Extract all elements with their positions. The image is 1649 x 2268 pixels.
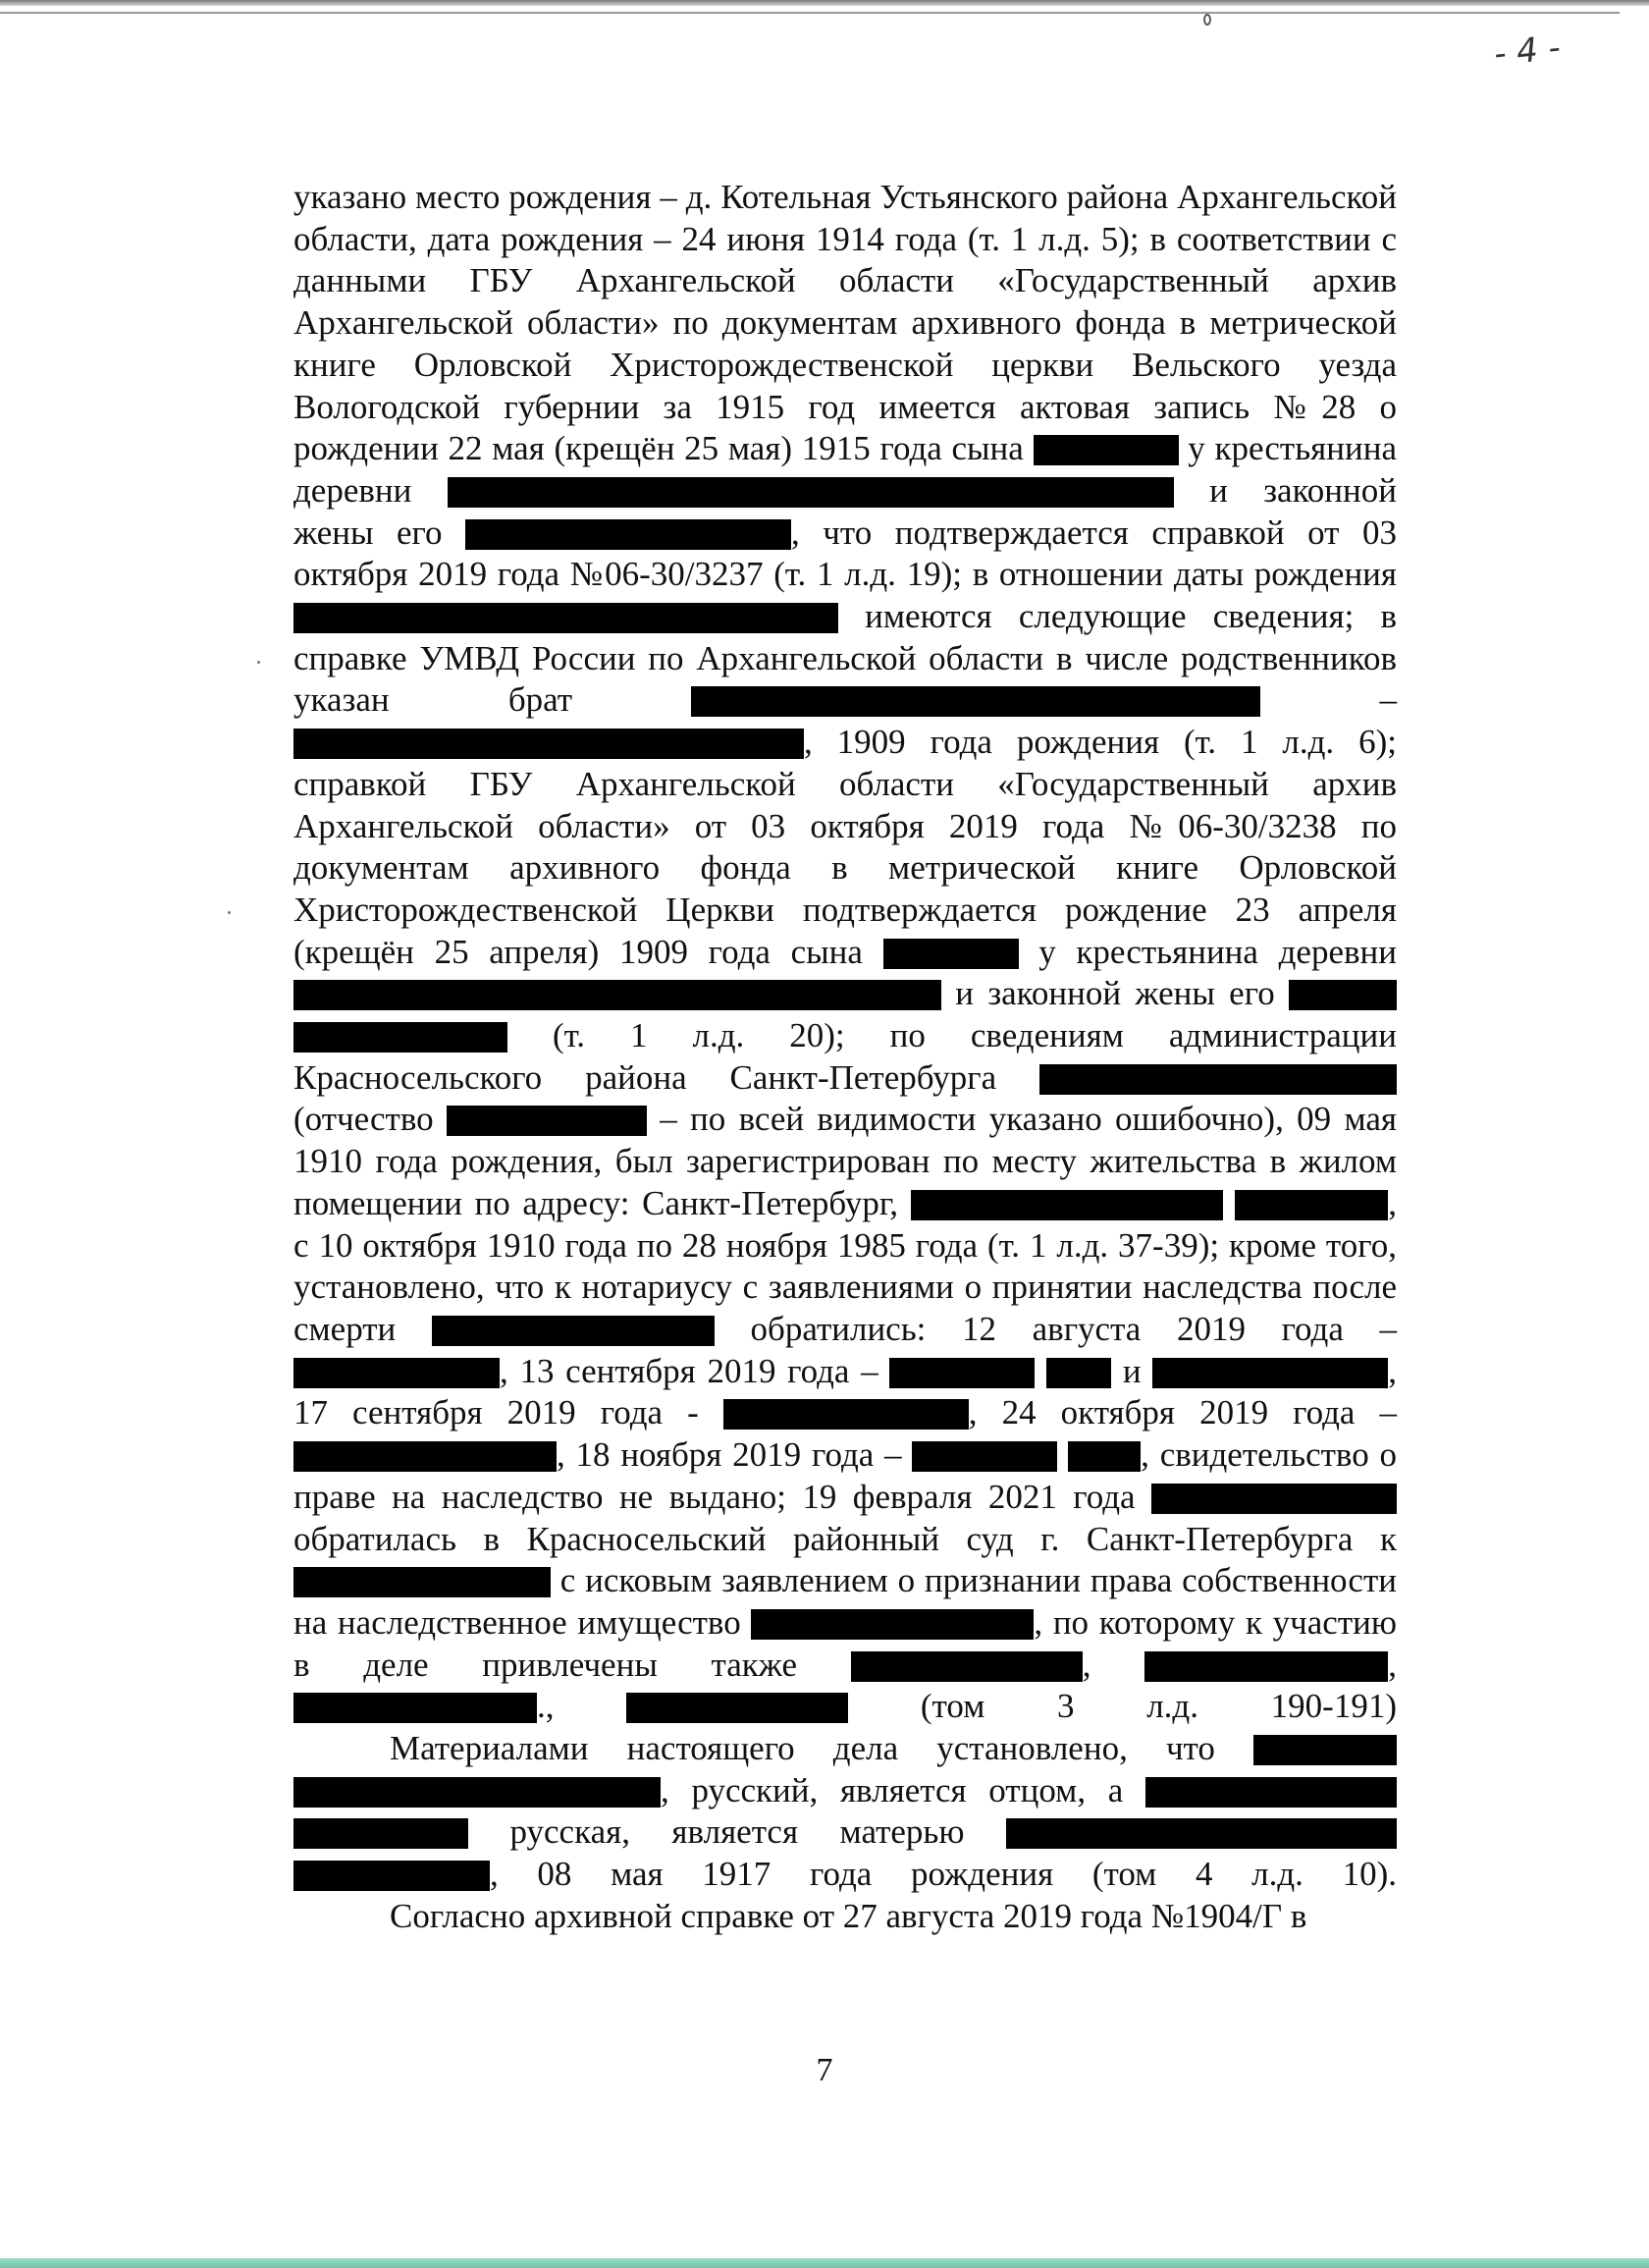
handwritten-page-mark: - 4 -	[1492, 27, 1563, 75]
paragraph-2	[293, 1728, 1397, 1896]
redaction-bar	[912, 1441, 1057, 1472]
text-segment	[1057, 1435, 1068, 1474]
redaction-bar	[751, 1609, 1034, 1640]
text-segment: русская, является матерью	[468, 1812, 1006, 1852]
text-segment: .,	[537, 1687, 627, 1726]
text-segment: , 1909 года рождения (т. 1 л.д. 6); справкой ГБУ Архангельской области «Государственный архив Архангельской области» от 03 октября 2019 года №06-30/3238 по документам архивного фонда в метрической книге Орловской Христорождественской Церкви подтверждается рождение 23 апреля (крещён 25 апреля) 1909 года сына	[293, 723, 1397, 971]
text-segment: ,	[1388, 1645, 1397, 1684]
redaction-bar	[293, 1358, 500, 1388]
text-segment: , 17 сентября 2019 года -	[293, 1351, 1398, 1432]
paragraph-1	[293, 177, 1397, 1728]
redaction-bar	[851, 1651, 1083, 1682]
text-segment: , свидетельство о праве на наследство не выдано; 19 февраля 2021 года	[293, 1435, 1398, 1516]
page-number: 7	[816, 2052, 833, 2088]
redaction-bar	[465, 519, 791, 550]
redaction-bar	[293, 603, 838, 633]
scan-speck	[228, 911, 231, 914]
redaction-bar	[1068, 1441, 1141, 1472]
text-segment: (отчество	[293, 1100, 447, 1139]
text-segment	[1223, 1184, 1236, 1222]
paragraph-3	[293, 1896, 1397, 1938]
text-segment: Материалами настоящего дела установлено, что	[390, 1729, 1253, 1768]
text-segment: – по всей видимости указано ошибочно), 09 мая 1910 года рождения, был зарегистрирован по месту жительства в жилом помещении по адресу: Санкт-Петербург,	[293, 1100, 1397, 1222]
text-segment: , 13 сентября 2019 года –	[500, 1351, 890, 1390]
redaction-bar	[293, 1567, 551, 1597]
text-segment: у крестьянина деревни	[293, 429, 1397, 510]
text-segment: с исковым заявлением о признании права собственности на наследственное имущество	[293, 1561, 1397, 1642]
text-segment: и законной жены его	[293, 470, 1397, 552]
redaction-bar	[1289, 980, 1397, 1010]
text-segment: , 24 октября 2019 года –	[968, 1393, 1397, 1432]
text-segment: ,	[1082, 1645, 1145, 1684]
redaction-bar	[1253, 1735, 1397, 1765]
text-segment: , что подтверждается справкой от 03 октября 2019 года №06-30/3237 (т. 1 л.д. 19); в отношении даты рождения	[293, 513, 1397, 594]
scan-bottom-edge	[0, 2258, 1649, 2268]
scan-speck	[257, 661, 260, 664]
redaction-bar	[293, 1441, 557, 1472]
redaction-bar	[1144, 1651, 1388, 1682]
text-segment	[1035, 1352, 1046, 1390]
redaction-bar	[1006, 1818, 1397, 1849]
text-segment: и законной жены его	[941, 974, 1289, 1013]
text-segment: обратилась в Красносельский районный суд г. Санкт-Петербурга к	[293, 1519, 1397, 1558]
text-segment: у крестьянина деревни	[1018, 932, 1397, 971]
scan-border-line	[0, 12, 1620, 14]
redaction-bar	[723, 1399, 969, 1430]
redaction-bar	[691, 686, 1260, 717]
redaction-bar	[293, 1693, 537, 1723]
redaction-bar	[293, 1861, 490, 1891]
redaction-bar	[293, 980, 941, 1010]
redaction-bar	[1145, 1777, 1397, 1808]
text-segment: имеются следующие сведения; в справке УМВД России по Архангельской области в числе родственников указан брат	[293, 597, 1397, 720]
redaction-bar	[883, 939, 1019, 969]
redaction-bar	[293, 1818, 468, 1849]
redaction-bar	[447, 1106, 647, 1136]
redaction-bar	[1039, 1064, 1397, 1095]
text-segment: , 18 ноября 2019 года –	[557, 1435, 913, 1475]
text-segment: , 08 мая 1917 года рождения (том 4 л.д. 10).	[490, 1855, 1397, 1894]
redaction-bar	[626, 1693, 848, 1723]
scan-top-edge	[0, 0, 1649, 6]
redaction-bar	[1152, 1358, 1388, 1388]
text-segment: (том 3 л.д. 190-191)	[848, 1687, 1397, 1726]
text-segment: указано место рождения – д. Котельная Устьянского района Архангельской области, дата рождения – 24 июня 1914 года (т. 1 л.д. 5); в соответствии с данными ГБУ Архангельской области «Государственный архив Архангельской области» по документам архивного фонда в метрической книге Орловской Христорождественской церкви Вельского уезда Вологодской губернии за 1915 год имеется актовая запись №28 о рождении 22 мая (крещён 25 мая) 1915 года сына	[293, 178, 1397, 468]
text-segment: –	[1260, 680, 1397, 720]
redaction-bar	[1046, 1358, 1111, 1388]
document-body	[293, 177, 1397, 1938]
ink-mark	[1203, 14, 1211, 26]
redaction-bar	[1151, 1484, 1397, 1514]
redaction-bar	[293, 729, 804, 759]
redaction-bar	[1034, 435, 1179, 465]
text-segment: Согласно архивной справке от 27 августа 2019 года №1904/Г в	[390, 1896, 1307, 1935]
redaction-bar	[448, 477, 1174, 508]
text-segment: (т. 1 л.д. 20); по сведениям администрации Красносельского района Санкт-Петербурга	[293, 1016, 1397, 1097]
text-segment: и	[1111, 1351, 1153, 1390]
text-segment: , русский, является отцом, а	[661, 1770, 1145, 1809]
redaction-bar	[1235, 1190, 1388, 1220]
redaction-bar	[911, 1190, 1223, 1220]
redaction-bar	[889, 1358, 1035, 1388]
redaction-bar	[293, 1022, 507, 1053]
text-segment: , с 10 октября 1910 года по 28 ноября 1985 года (т. 1 л.д. 37-39); кроме того, установлено, что к нотариусу с заявлениями о принятии наследства после смерти	[293, 1183, 1397, 1348]
redaction-bar	[293, 1777, 661, 1808]
text-segment: , по которому к участию в деле привлечены также	[293, 1602, 1397, 1684]
text-segment: обратились: 12 августа 2019 года –	[714, 1309, 1397, 1348]
redaction-bar	[432, 1316, 715, 1346]
